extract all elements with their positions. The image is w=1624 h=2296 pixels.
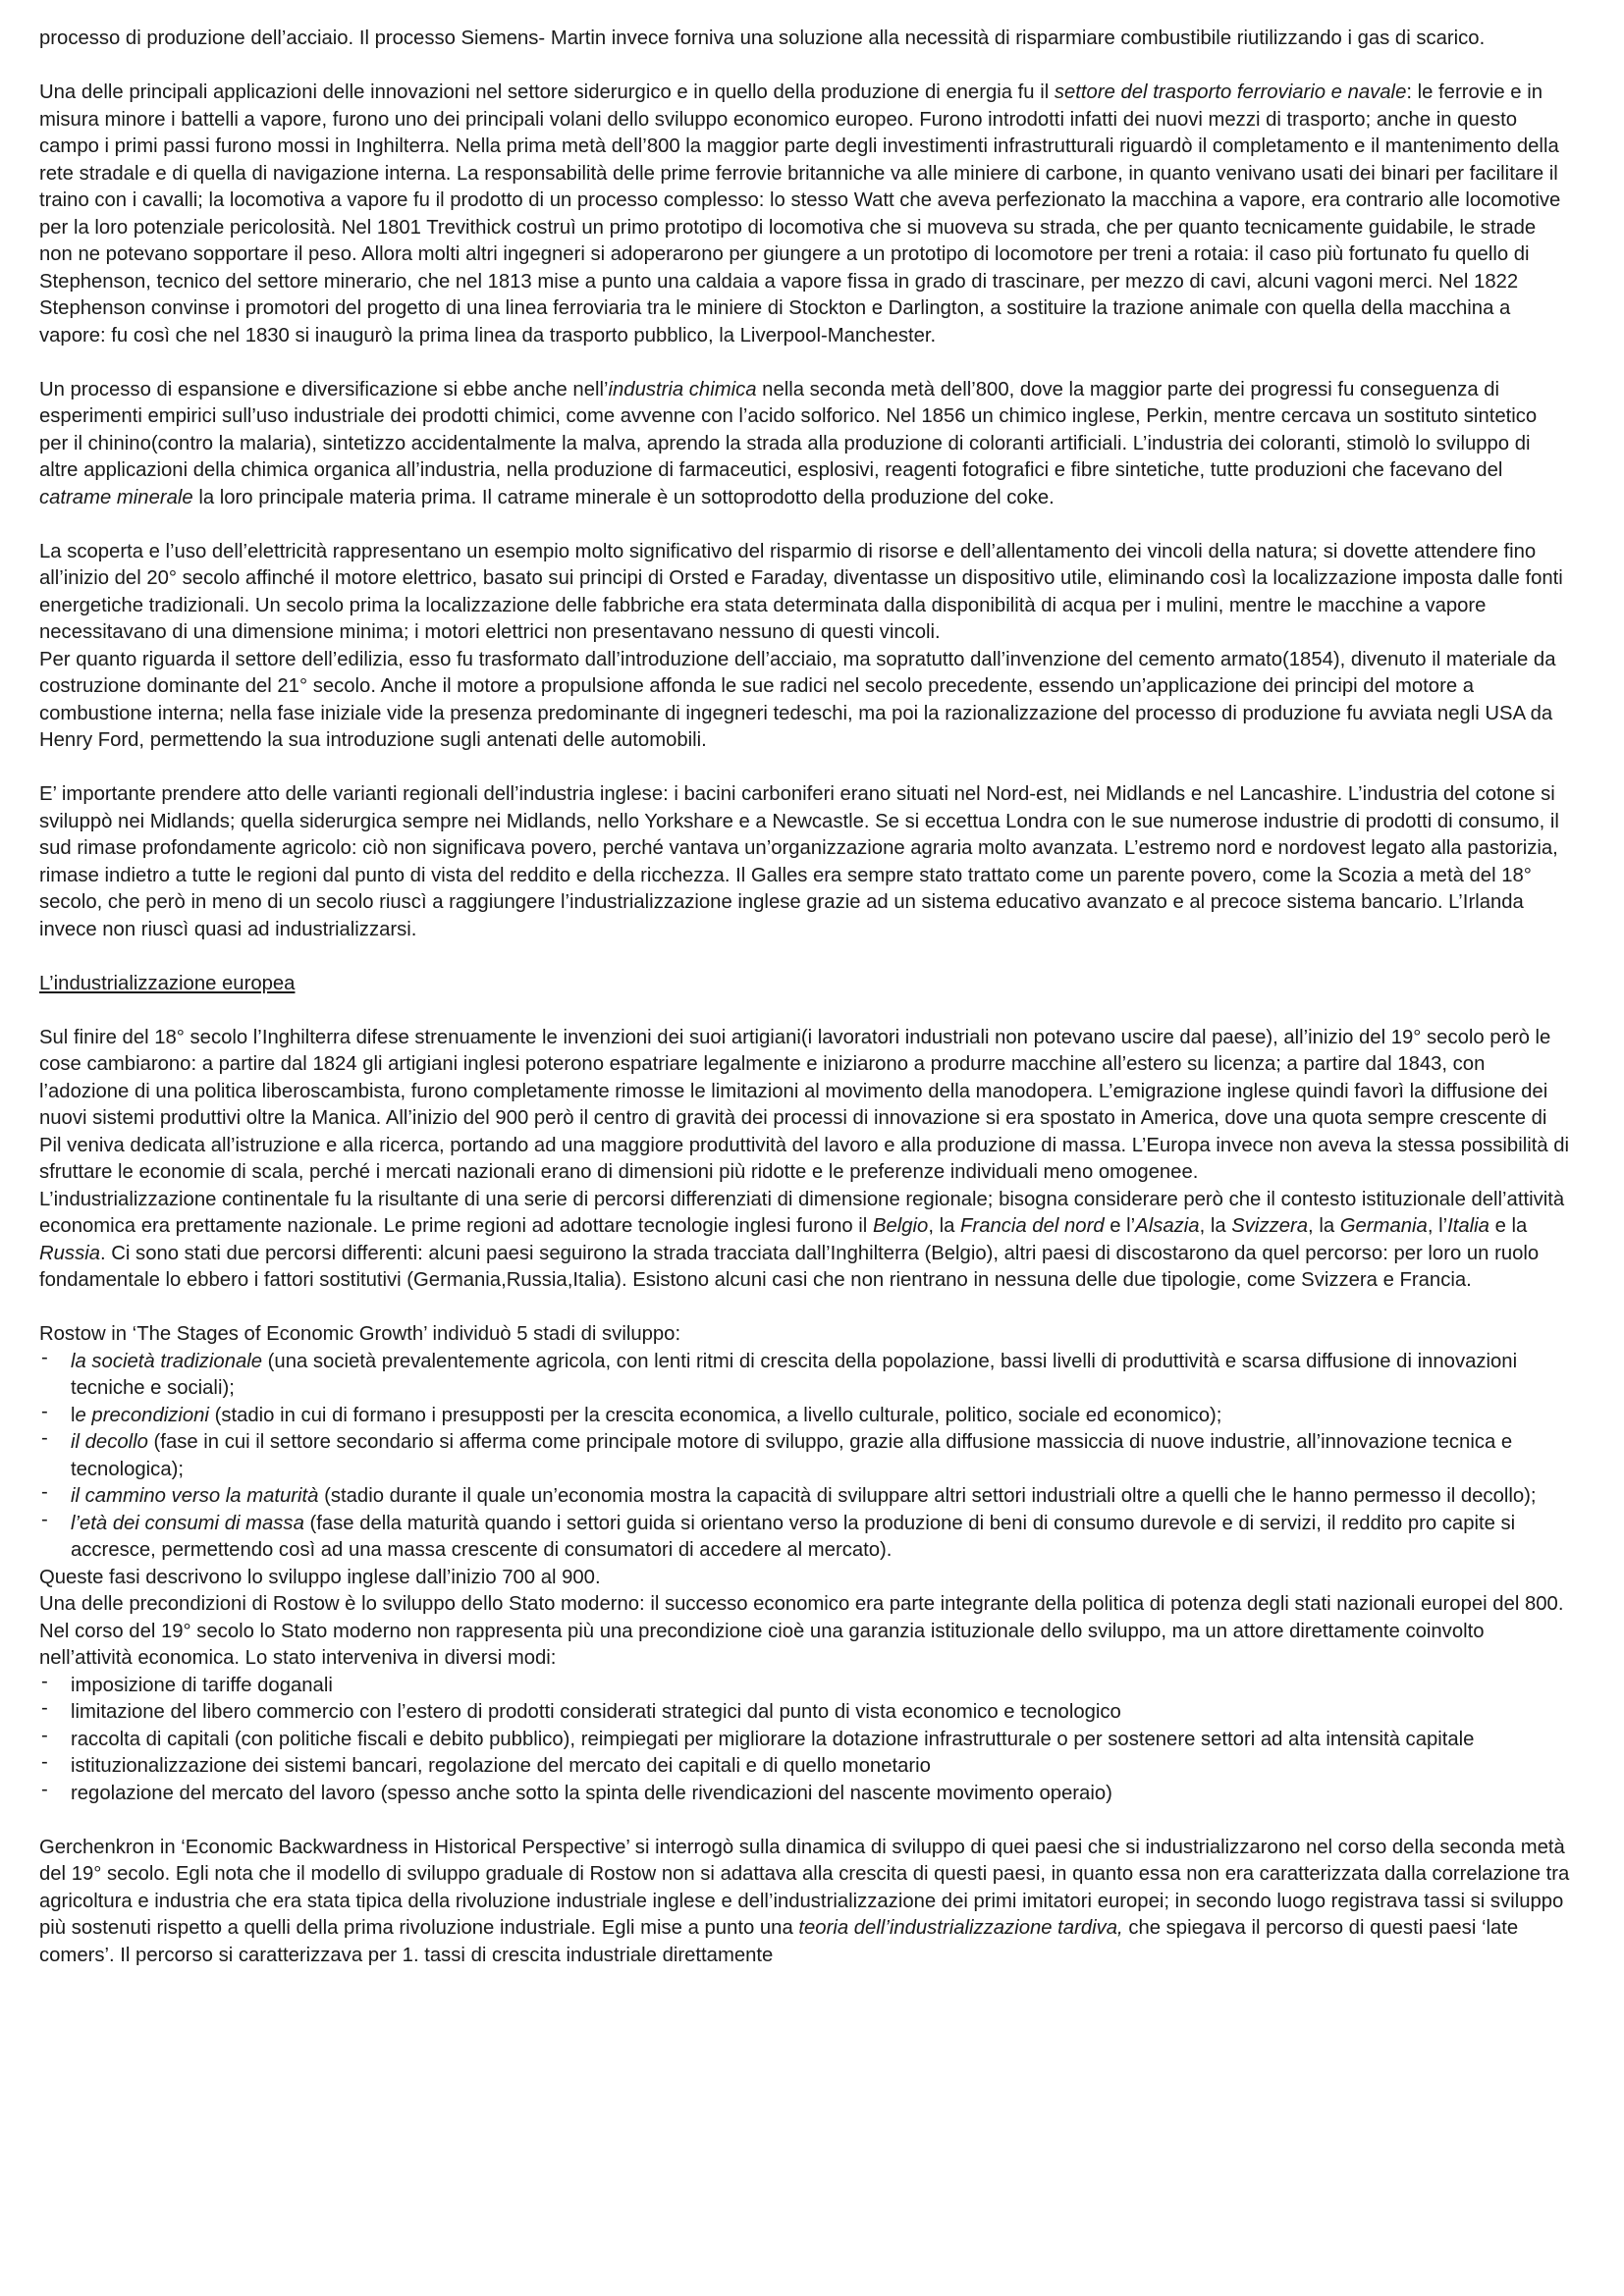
list-item: - limitazione del libero commercio con l’estero di prodotti considerati strategici dal punto di vista economico e tecnologico bbox=[39, 1699, 1571, 1727]
emphasis-text: teoria dell’industrializzazione tardiva, bbox=[798, 1917, 1123, 1939]
paragraph-electricity: La scoperta e l’uso dell’elettricità rappresentano un esempio molto significativo del risparmio di risorse e dell’allentamento dei vincoli della natura; si dovette attendere fino all’inizio del 20° secolo affinché il motore elettrico, basato sui principi di Orsted e Faraday, diventasse un dispositivo utile, eliminando così la localizzazione imposta dalle fonti energetiche tradizionali. Un secolo prima la localizzazione delle fabbriche era stata determinata dalla disponibilità di acqua per i mulini, mentre le macchine a vapore necessitavano di una dimensione minima; i motori elettrici non presentavano nessuno di questi vincoli. bbox=[39, 540, 1563, 643]
paragraph-european-industrialization: Sul finire del 18° secolo l’Inghilterra difese strenuamente le invenzioni dei suoi artigiani(i lavoratori industriali non potevano uscire dal paese), all’inizio del 19° secolo però le cose cambiarono: a partire dal 1824 gli artigiani inglesi poterono espatriare legalmente e iniziarono a produrre macchine all’estero su licenza; a partire dal 1843, con l’adozione di una politica liberoscambista, furono completamente rimosse le limitazioni al movimento della manodopera. L’emigrazione inglese quindi favorì la diffusione dei nuovi sistemi produttivi oltre la Manica. All’inizio del 900 però il centro di gravità dei processi di innovazione si era spostato in America, dove una quota sempre crescente di Pil veniva dedicata all’istruzione e alla ricerca, portando ad una maggiore produttività del lavoro e alla produzione di massa. L’Europa invece non aveva la stessa possibilità di sfruttare le economie di scala, perché i mercati nazionali erano di dimensioni più ridotte e le preferenze individuali meno omogenee. bbox=[39, 1026, 1570, 1183]
emphasis-text: la società tradizionale bbox=[71, 1350, 263, 1372]
emphasis-text: Belgio bbox=[872, 1215, 929, 1237]
emphasis-text: il decollo bbox=[71, 1431, 148, 1453]
list-item: - imposizione di tariffe doganali bbox=[39, 1673, 1571, 1700]
paragraph-railway-transport bbox=[39, 80, 1571, 349]
text: Una delle principali applicazioni delle innovazioni nel settore siderurgico e in quello della produzione di energia fu il bbox=[39, 81, 1055, 103]
emphasis-text: catrame minerale bbox=[39, 486, 193, 508]
emphasis-text: Alsazia bbox=[1135, 1215, 1200, 1237]
text: (una società prevalentemente agricola, con lenti ritmi di crescita della popolazione, bassi livelli di produttività e scarsa diffusione di innovazioni tecniche e sociali); bbox=[71, 1350, 1518, 1399]
text: (fase della maturità quando i settori guida si orientano verso la produzione di beni di consumo durevole e di servizi, il reddito pro capite si accresce, permettendo così ad una massa crescente di consumatori di accedere al mercato). bbox=[71, 1512, 1516, 1561]
paragraph-phases-summary: Queste fasi descrivono lo sviluppo inglese dall’inizio 700 al 900. bbox=[39, 1566, 601, 1588]
text: , la bbox=[1308, 1215, 1340, 1237]
text: , la bbox=[1199, 1215, 1232, 1237]
list-item: - raccolta di capitali (con politiche fiscali e debito pubblico), reimpiegati per migliorare la dotazione infrastrutturale o per sostenere settori ad alta intensità capitale bbox=[39, 1727, 1571, 1754]
paragraph-construction: Per quanto riguarda il settore dell’edilizia, esso fu trasformato dall’introduzione dell’acciaio, ma sopratutto dall’invenzione del cemento armato(1854), divenuto il materiale da costruzione dominante del 21° secolo. Anche il motore a propulsione affonda le sue radici nel secolo precedente, essendo un’applicazione dei principi del motore a combustione interna; nella fase iniziale vide la presenza predominante di ingegneri tedeschi, ma poi la razionalizzazione del processo di produzione fu avviata negli USA da Henry Ford, permettendo la sua introduzione sugli antenati delle automobili. bbox=[39, 648, 1556, 751]
text: : le ferrovie e in misura minore i battelli a vapore, furono uno dei principali volani dello sviluppo economico europeo. Furono introdotti infatti dei nuovi mezzi di trasporto; anche in questo campo i primi passi furono mossi in Inghilterra. Nella prima metà dell’800 la maggior parte degli investimenti infrastrutturali riguardò il completamento e il mantenimento della rete stradale e di quella di navigazione interna. La responsabilità delle prime ferrovie britanniche va alle miniere di carbone, in quanto venivano usati dei binari per facilitare il traino con i cavalli; la locomotiva a vapore fu il prodotto di un processo complesso: lo stesso Watt che aveva perfezionato la macchina a vapore, era contrario alle locomotive per la loro potenziale pericolosità. Nel 1801 Trevithick costruì un primo prototipo di locomotiva che si muoveva su strada, che per quanto tecnicamente guidabile, le strade non ne potevano sopportare il peso. Allora molti altri ingegneri si adoperarono per giungere a un prototipo di locomotore per treni a rotaia: il caso più fortunato fu quello di Stephenson, tecnico del settore minerario, che nel 1813 mise a punto una caldaia a vapore fissa in grado di trascinare, per mezzo di cavi, alcuni vagoni merci. Nel 1822 Stephenson convinse i promotori del progetto di una linea ferroviaria tra le miniere di Stockton e Darlington, a sostituire la trazione animale con quella della macchina a vapore: fu così che nel 1830 si inaugurò la prima linea da trasporto pubblico, la Liverpool-Manchester. bbox=[39, 81, 1561, 347]
document-page bbox=[39, 26, 1571, 1969]
text: , l’ bbox=[1427, 1215, 1448, 1237]
list-item bbox=[39, 1511, 1571, 1565]
emphasis-text: il cammino verso la maturità bbox=[71, 1485, 319, 1507]
emphasis-text: Francia del nord bbox=[960, 1215, 1105, 1237]
section-heading: L’industrializzazione europea bbox=[39, 972, 296, 994]
text: e la bbox=[1489, 1215, 1528, 1237]
list-item: - regolazione del mercato del lavoro (spesso anche sotto la spinta delle rivendicazioni del nascente movimento operaio) bbox=[39, 1781, 1571, 1808]
paragraph-gerschenkron bbox=[39, 1835, 1571, 1970]
emphasis-text: Italia bbox=[1447, 1215, 1489, 1237]
emphasis-text: e precondizioni bbox=[75, 1404, 209, 1426]
text: Un processo di espansione e diversificazione si ebbe anche nell’ bbox=[39, 378, 609, 400]
state-interventions-list bbox=[39, 1673, 1571, 1808]
text: che spiegava il percorso di questi paesi ‘late comers’. Il percorso si caratterizzava per 1. tassi di crescita industriale direttamente bbox=[39, 1917, 1519, 1966]
text: (stadio durante il quale un’economia mostra la capacità di sviluppare altri settori industriali oltre a quelli che le hanno permesso il decollo); bbox=[318, 1485, 1537, 1507]
text: , la bbox=[928, 1215, 961, 1237]
emphasis-text: industria chimica bbox=[608, 378, 757, 400]
emphasis-text: Russia bbox=[39, 1242, 100, 1264]
text: l bbox=[71, 1404, 76, 1426]
text: la loro principale materia prima. Il catrame minerale è un sottoprodotto della produzione del coke. bbox=[192, 486, 1055, 508]
list-item bbox=[39, 1349, 1571, 1403]
rostow-stages-list bbox=[39, 1349, 1571, 1565]
text: L’industrializzazione continentale fu la risultante di una serie di percorsi differenziati di dimensione regionale; bisogna considerare però che il contesto istituzionale dell’attività economica era prettamente nazionale. Le prime regioni ad adottare tecnologie inglesi furono il bbox=[39, 1188, 1565, 1237]
emphasis-text: Germania bbox=[1339, 1215, 1428, 1237]
paragraph-steel-process: processo di produzione dell’acciaio. Il processo Siemens- Martin invece forniva una soluzione alla necessità di risparmiare combustibile riutilizzando i gas di scarico. bbox=[39, 27, 1486, 49]
paragraph-chemical-industry bbox=[39, 377, 1571, 512]
paragraph-regional-variants: E’ importante prendere atto delle varianti regionali dell’industria inglese: i bacini carboniferi erano situati nel Nord-est, nei Midlands e nel Lancashire. L’industria del cotone si sviluppò nei Midlands; quella siderurgica sempre nei Midlands, nello Yorkshare e a Newcastle. Se si eccettua Londra con le sue numerose industrie di prodotti di consumo, il sud rimase profondamente agricolo: ciò non significava povero, perché vantava un’organizzazione agraria molto avanzata. L’estremo nord e nordovest legato alla pastorizia, rimase indietro a tutte le regioni dal punto di vista del reddito e della ricchezza. Il Galles era sempre stato trattato come un parente povero, come la Scozia a metà del 18° secolo, che però in meno di un secolo riuscì a raggiungere l’industrializzazione inglese grazie ad un sistema educativo avanzato e al precoce sistema bancario. L’Irlanda invece non riuscì quasi ad industrializzarsi. bbox=[39, 783, 1559, 940]
text: (fase in cui il settore secondario si afferma come principale motore di sviluppo, grazie alla diffusione massiccia di nuove industrie, all’innovazione tecnica e tecnologica); bbox=[71, 1431, 1513, 1480]
emphasis-text: Svizzera bbox=[1231, 1215, 1309, 1237]
text: . Ci sono stati due percorsi differenti: alcuni paesi seguirono la strada tracciata dall’Inghilterra (Belgio), altri paesi di discostarono da quel percorso: per loro un ruolo fondamentale lo ebbero i fattori sostitutivi (Germania,Russia,Italia). Esistono alcuni casi che non rientrano in nessuna delle due tipologie, come Svizzera e Francia. bbox=[39, 1242, 1540, 1291]
list-item: - istituzionalizzazione dei sistemi bancari, regolazione del mercato dei capitali e di quello monetario bbox=[39, 1753, 1571, 1781]
paragraph-rostow-intro: Rostow in ‘The Stages of Economic Growth’ individuò 5 stadi di sviluppo: bbox=[39, 1323, 681, 1345]
emphasis-text: l’età dei consumi di massa bbox=[71, 1512, 304, 1534]
list-item bbox=[39, 1429, 1571, 1483]
text: nella seconda metà dell’800, dove la maggior parte dei progressi fu conseguenza di esperimenti empirici sull’uso industriale dei prodotti chimici, come avvenne con l’acido solforico. Nel 1856 un chimico inglese, Perkin, mentre cercava un sostituto sintetico per il chinino(contro la malaria), sintetizzo accidentalmente la malva, aprendo la strada alla produzione di coloranti artificiali. L’industria dei coloranti, stimolò lo sviluppo di altre applicazioni della chimica organica all’industria, nella produzione di farmaceutici, esplosivi, reagenti fotografici e fibre sintetiche, tutte produzioni che facevano del bbox=[39, 378, 1538, 481]
list-item bbox=[39, 1483, 1571, 1511]
text: e l’ bbox=[1104, 1215, 1136, 1237]
text: (stadio in cui di formano i presupposti per la crescita economica, a livello culturale, politico, sociale ed economico); bbox=[208, 1404, 1222, 1426]
text: Gerchenkron in ‘Economic Backwardness in Historical Perspective’ si interrogò sulla dinamica di sviluppo di quei paesi che si industrializzarono nel corso della seconda metà del 19° secolo. Egli nota che il modello di sviluppo graduale di Rostow non si adattava alla crescita di questi paesi, in quanto essa non era caratterizzata dalla correlazione tra agricoltura e industria che era stata tipica della rivoluzione industriale inglese e dell’industrializzazione dei primi imitatori europei; in secondo luogo registrava tassi si sviluppo più sostenuti rispetto a quelli della prima rivoluzione industriale. Egli mise a punto una bbox=[39, 1836, 1570, 1939]
paragraph-continental-paths bbox=[39, 1187, 1571, 1295]
emphasis-text: settore del trasporto ferroviario e navale bbox=[1054, 81, 1407, 103]
list-item bbox=[39, 1403, 1571, 1430]
paragraph-modern-state: Una delle precondizioni di Rostow è lo sviluppo dello Stato moderno: il successo economico era parte integrante della politica di potenza degli stati nazionali europei del 800. Nel corso del 19° secolo lo Stato moderno non rappresenta più una precondizione cioè una garanzia istituzionale dello sviluppo, ma un attore direttamente coinvolto nell’attività economica. Lo stato interveniva in diversi modi: bbox=[39, 1593, 1564, 1669]
